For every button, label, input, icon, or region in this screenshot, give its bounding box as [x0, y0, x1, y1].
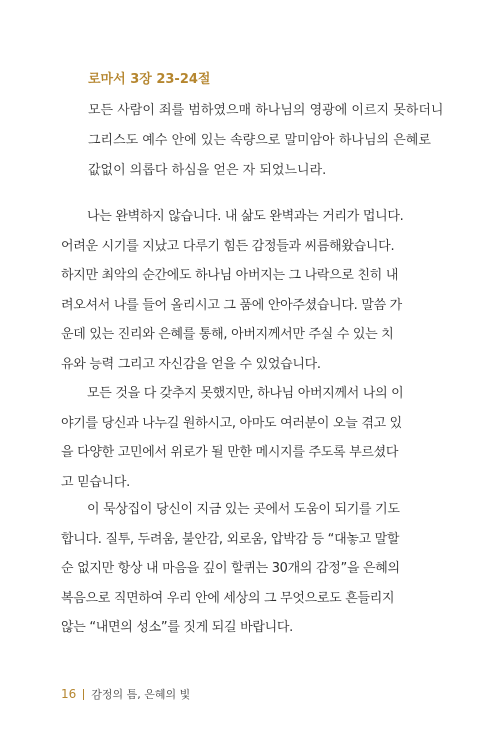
paragraph-2 [61, 379, 435, 497]
text-line: 이 묵상집이 당신이 지금 있는 곳에서 도움이 되기를 기도 [87, 502, 400, 517]
verse-reference: 로마서 3장 23-24절 [88, 72, 211, 87]
verse-line: 모든 사람이 죄를 범하였으매 하나님의 영광에 이르지 못하더니 [88, 103, 444, 118]
text-line: 모든 것을 다 갖추지 못했지만, 하나님 아버지께서 나의 이 [87, 386, 404, 401]
verse-line: 값없이 의롭다 하심을 얻은 자 되었느니라. [88, 163, 327, 178]
paragraph-3 [61, 495, 435, 643]
text-line: 순 없지만 항상 내 마음을 깊이 할퀴는 30개의 감정”을 은혜의 [61, 561, 400, 576]
text-line: 유와 능력 그리고 자신감을 얻을 수 있었습니다. [61, 356, 321, 372]
text-line: 합니다. 질투, 두려움, 불안감, 외로움, 압박감 등 “대놓고 말할 [61, 531, 400, 547]
text-line: 어려운 시기를 지났고 다루기 힘든 감정들과 씨름해왔습니다. [61, 238, 395, 254]
book-title: 감정의 틈, 은혜의 빛 [91, 688, 191, 701]
text-line: 운데 있는 진리와 은혜를 통해, 아버지께서만 주실 수 있는 치 [61, 327, 394, 342]
page-footer [61, 686, 190, 702]
text-line: 고 믿습니다. [61, 474, 130, 490]
text-line: 나는 완벽하지 않습니다. 내 삶도 완벽과는 거리가 멉니다. [87, 209, 404, 224]
paragraph-1 [61, 202, 435, 379]
verse-line: 그리스도 예수 안에 있는 속량으로 말미암아 하나님의 은혜로 [88, 133, 431, 148]
text-line: 복음으로 직면하여 우리 안에 세상의 그 무엇으로도 흔들리지 [61, 590, 395, 606]
text-line: 않는 “내면의 성소”를 짓게 되길 바랍니다. [61, 620, 293, 635]
page-number: 16 [61, 687, 77, 701]
footer-divider [83, 689, 84, 700]
text-line: 을 다양한 고민에서 위로가 될 만한 메시지를 주도록 부르셨다 [61, 445, 399, 460]
text-line: 야기를 당신과 나누길 원하시고, 아마도 여러분이 오늘 겪고 있 [61, 415, 402, 431]
verse-quote [88, 96, 444, 186]
text-line: 하지만 최악의 순간에도 하나님 아버지는 그 나락으로 친히 내 [61, 268, 399, 283]
text-line: 려오셔서 나를 들어 올리시고 그 품에 안아주셨습니다. 말씀 가 [61, 297, 402, 313]
